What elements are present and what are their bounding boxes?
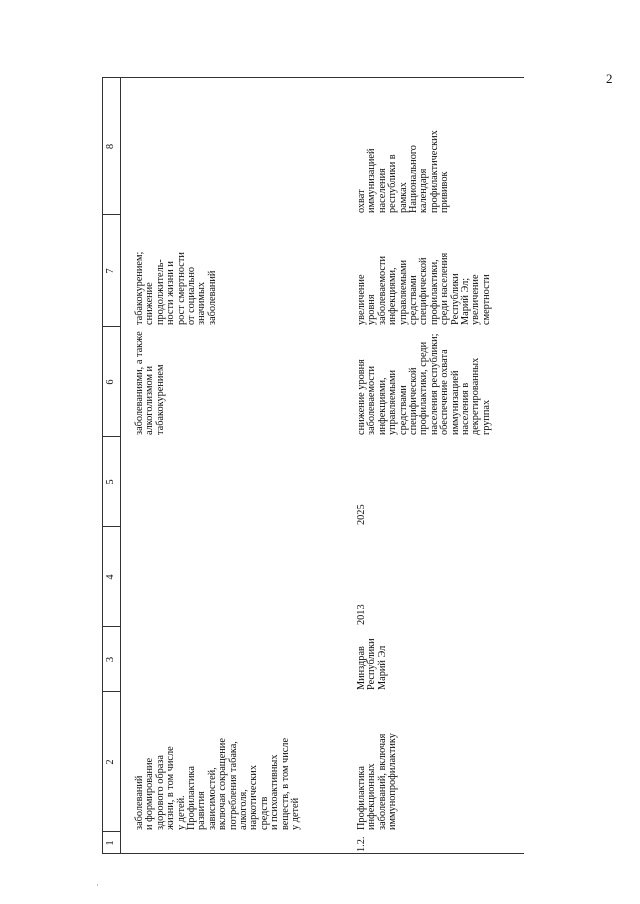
header-col-5: 5: [105, 479, 116, 485]
page-number: 2: [606, 71, 613, 86]
row-1-2-col4: 2013: [356, 604, 367, 625]
header-col-8: 8: [105, 143, 116, 150]
row-1-2-col3: Минздрав Республики Марий Эл: [356, 638, 388, 690]
header-col-1: 1: [105, 840, 116, 846]
continued-row-col2: заболеваний и формирование здорового образа жизни, в том числе у детей. Профилактика развития зависимостей, включая сокращение потребления табака, алкоголя, наркотических средств и психоактивных веществ, в том числе у детей: [134, 737, 302, 830]
continued-row-col7: табакокурением; снижение продолжитель- ности жизни и рост смертности от социально значимых заболеваний: [134, 251, 218, 325]
program-table: [102, 78, 524, 854]
row-1-2-col2: Профилактика инфекционных заболеваний, включая иммунопрофилактику: [356, 733, 399, 830]
continued-row-col6: заболеваниями, а также алкоголизмом и табакокурением: [134, 331, 166, 435]
header-col-2: 2: [105, 759, 116, 765]
row-1-2-col8: охват иммунизацией населения республики в рамках Национального календаря профилактических прививок: [356, 130, 451, 213]
table-left-border: [102, 853, 524, 854]
header-bottom-border: [120, 78, 121, 854]
row-1-2-number: 1.2.: [356, 836, 367, 852]
table-right-border: [102, 77, 524, 78]
row-1-2-col5: 2025: [356, 504, 367, 525]
scan-speck: ·: [96, 880, 99, 890]
header-col-4: 4: [105, 574, 116, 580]
header-col-7: 7: [105, 268, 116, 274]
row-1-2-col6: снижение уровня заболеваемости инфекциями, управляемыми средствами специфической профилактики, среди населения республики; обеспечение охвата иммунизацией населения в декретированных группах: [356, 333, 492, 435]
header-col-3: 3: [105, 656, 116, 663]
row-1-2-col7: увеличение уровня заболеваемости инфекциями, управляемыми средствами специфической профилактики, среди населения Республики Марий Эл; увеличение смертности: [356, 252, 492, 325]
header-col-6: 6: [105, 379, 116, 385]
